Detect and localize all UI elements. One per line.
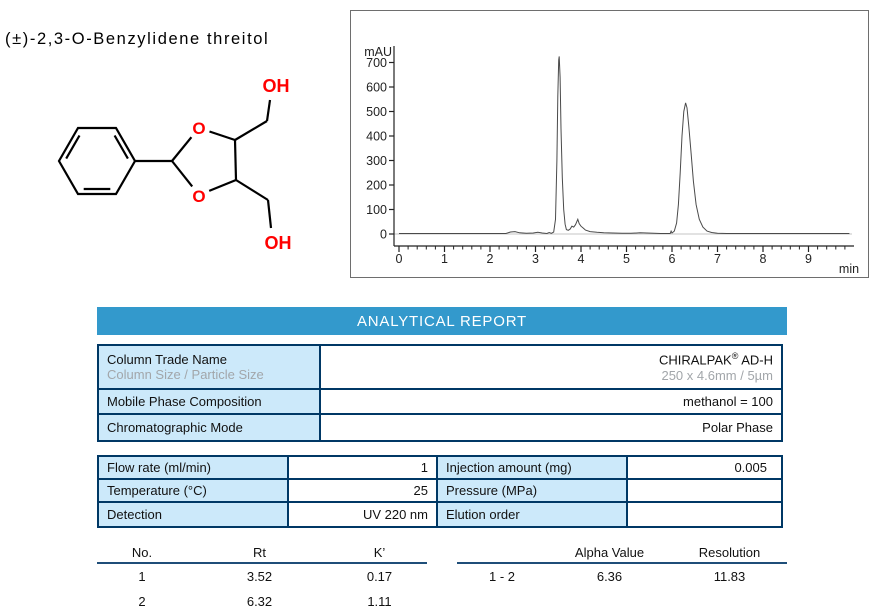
registered-trademark-symbol: ® — [731, 351, 739, 362]
table-row — [97, 564, 427, 589]
x-axis-tick-label: 0 — [395, 252, 403, 266]
mobile-phase-label: Mobile Phase Composition — [107, 394, 262, 409]
detection-value: UV 220 nm — [362, 507, 428, 522]
table-row — [457, 564, 787, 589]
report-banner: ANALYTICAL REPORT — [97, 307, 787, 335]
injection-amount-label: Injection amount (mg) — [446, 460, 572, 475]
pressure-label: Pressure (MPa) — [446, 483, 538, 498]
flow-rate-value-cell — [289, 457, 438, 478]
column-trade-name-value — [659, 351, 773, 367]
table-row — [99, 390, 781, 415]
compound-title: (±)-2,3-O-Benzylidene threitol — [5, 30, 270, 48]
y-axis-tick-label: 100 — [366, 203, 387, 217]
injection-amount-value-cell — [628, 457, 775, 478]
injection-amount-label-cell — [438, 457, 628, 478]
y-axis-tick-label: 500 — [366, 105, 387, 119]
column-info-table — [97, 344, 783, 442]
retention-results-table — [97, 542, 427, 610]
y-axis-title: mAU — [364, 45, 392, 59]
table-row — [99, 415, 781, 440]
peak-rt: 6.32 — [246, 594, 273, 609]
x-axis-tick-label: 9 — [805, 252, 812, 266]
peak-pair: 1 - 2 — [488, 569, 515, 584]
temperature-label: Temperature (°C) — [107, 483, 207, 498]
y-axis-tick-label: 600 — [366, 80, 387, 95]
peak-no: 2 — [138, 594, 146, 609]
elution-order-label: Elution order — [446, 507, 520, 522]
separation-results-table — [457, 542, 787, 610]
x-axis-tick-label: 1 — [441, 252, 448, 266]
results-section — [97, 542, 787, 610]
mobile-phase-value-cell — [321, 390, 781, 413]
retention-results-header — [97, 542, 427, 564]
run-conditions-table — [97, 455, 783, 528]
table-row — [99, 480, 781, 503]
peak-kprime: 1.11 — [367, 594, 392, 609]
column-size-label: Column Size / Particle Size — [107, 367, 264, 382]
chromatographic-mode-value: Polar Phase — [702, 420, 773, 435]
peak-no: 1 — [138, 569, 146, 584]
mobile-phase-label-cell — [99, 390, 321, 413]
x-axis-tick-label: 8 — [759, 252, 767, 266]
injection-amount-value: 0.005 — [734, 460, 767, 475]
flow-rate-value: 1 — [420, 460, 428, 475]
chromatogram-panel — [350, 10, 869, 278]
resolution-value: 11.83 — [713, 569, 746, 584]
pressure-value-cell — [628, 480, 775, 501]
alpha-value: 6.36 — [596, 569, 623, 584]
chromatographic-mode-value-cell — [321, 415, 781, 440]
hydroxyl-bottom-label: OH — [264, 233, 292, 253]
temperature-value-cell — [289, 480, 438, 501]
table-row — [99, 457, 781, 480]
chromatogram-plot — [351, 11, 868, 277]
column-trade-name-value-cell — [321, 346, 781, 388]
col-header-alpha: Alpha Value — [574, 544, 645, 560]
x-axis-tick-label: 6 — [668, 252, 676, 266]
peak-rt: 3.52 — [246, 569, 273, 584]
detection-label-cell — [99, 503, 289, 526]
hydroxyl-top-label: OH — [262, 76, 290, 96]
y-axis-tick-label: 200 — [366, 178, 387, 193]
col-header-no: No. — [131, 544, 153, 560]
y-axis-tick-label: 300 — [366, 154, 387, 168]
detection-value-cell — [289, 503, 438, 526]
peak-kprime: 0.17 — [366, 569, 393, 584]
col-header-rt: Rt — [253, 544, 266, 560]
ring-oxygen-bottom-label: O — [192, 187, 206, 206]
column-trade-name-label: Column Trade Name — [107, 352, 227, 367]
column-model: AD-H — [738, 352, 773, 368]
chromatogram-trace — [399, 56, 849, 233]
detection-label: Detection — [107, 507, 162, 522]
x-axis-tick-label: 4 — [577, 252, 585, 266]
chromatographic-mode-label-cell — [99, 415, 321, 440]
x-axis-tick-label: 2 — [486, 252, 494, 266]
table-row — [97, 589, 427, 610]
column-brand: CHIRALPAK — [658, 352, 732, 368]
x-axis-title: min — [838, 262, 860, 276]
flow-rate-label-cell — [99, 457, 289, 478]
column-size-value: 250 x 4.6mm / 5µm — [661, 367, 773, 383]
table-row — [99, 346, 781, 390]
col-header-resolution: Resolution — [698, 544, 761, 560]
y-axis-tick-label: 700 — [366, 56, 387, 70]
y-axis-tick-label: 0 — [380, 227, 387, 242]
table-row — [99, 503, 781, 526]
temperature-label-cell — [99, 480, 289, 501]
mobile-phase-value: methanol = 100 — [683, 394, 773, 409]
chromatographic-mode-label: Chromatographic Mode — [107, 420, 243, 435]
bond-lines — [59, 100, 271, 228]
elution-order-label-cell — [438, 503, 628, 526]
elution-order-value-cell — [628, 503, 775, 526]
col-header-kprime: K’ — [373, 544, 386, 560]
ring-oxygen-top-label: O — [192, 119, 206, 138]
report-section — [97, 307, 787, 610]
separation-results-header — [457, 542, 787, 564]
x-axis-tick-label: 3 — [532, 252, 539, 266]
pressure-label-cell — [438, 480, 628, 501]
x-axis-tick-label: 5 — [623, 252, 630, 266]
y-axis-tick-label: 400 — [366, 129, 387, 144]
molecule-structure — [20, 58, 340, 293]
flow-rate-label: Flow rate (ml/min) — [107, 460, 212, 475]
x-axis-tick-label: 7 — [714, 252, 721, 266]
column-trade-name-label-cell — [99, 346, 321, 388]
temperature-value: 25 — [413, 483, 428, 498]
